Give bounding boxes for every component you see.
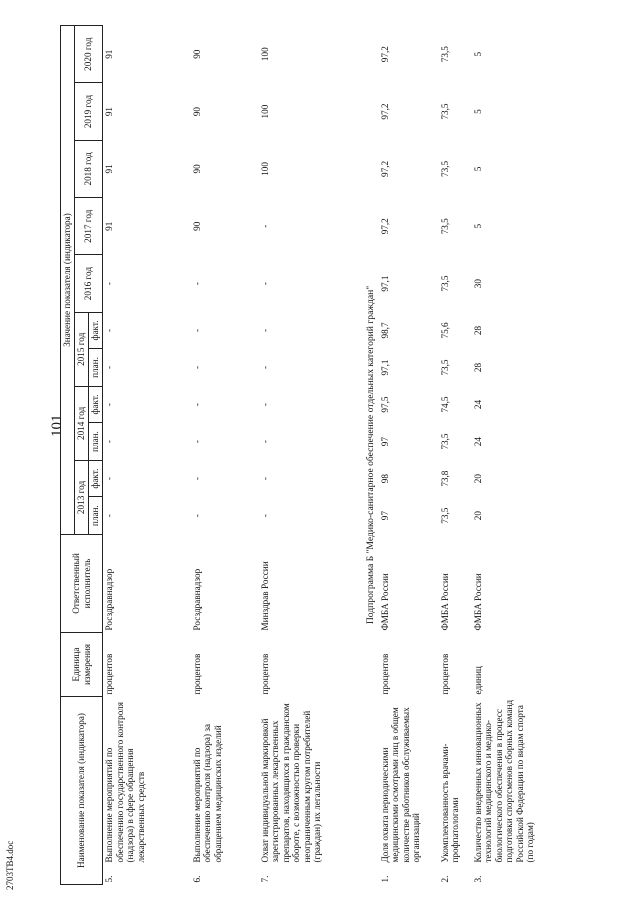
table-row: [259, 26, 357, 885]
col-header-name: Наименование показателя (индикатора): [61, 697, 103, 885]
row-index: 6.: [191, 875, 202, 883]
col-header-2013: 2013 год: [75, 460, 89, 534]
col-header-2015: 2015 год: [75, 312, 89, 386]
row-unit: процентов: [259, 653, 270, 695]
cell-2018: 97,2: [379, 160, 390, 177]
col-header-unit: Единица измерения: [61, 633, 103, 697]
row-index: 1.: [379, 875, 390, 883]
cell-2016: 73,5: [439, 275, 450, 292]
row-unit: единиц: [472, 666, 483, 695]
col-header-2014-plan: план.: [89, 423, 103, 461]
page-number: 101: [49, 414, 65, 437]
row-responsible: Минздрав России: [259, 561, 270, 631]
cell-2016: 97,1: [379, 275, 390, 292]
cell-2013-plan: -: [259, 514, 270, 518]
col-header-2015-fact: факт.: [89, 312, 103, 348]
cell-2015-plan: 73,5: [439, 359, 450, 376]
row-name: Выполнение мероприятий по обеспечению государственного контроля (надзора) в сфере обращения лекарственных средств: [104, 702, 146, 863]
col-header-2017: 2017 год: [75, 198, 103, 255]
cell-2018: 5: [472, 166, 483, 172]
cell-2014-plan: 73,5: [439, 433, 450, 450]
row-index: 2.: [439, 875, 450, 883]
cell-2013-plan: 73,5: [439, 507, 450, 524]
cell-2013-fact: 73,8: [439, 470, 450, 487]
row-responsible: ФМБА России: [472, 573, 483, 631]
row-name: Количество внедренных инновационных технологий медицинского и медико-биологического обеспечения в процесс подготовки спортсменов сборных команд Российской Федерации по видам спорта (по годам): [472, 699, 535, 863]
col-header-2019: 2019 год: [75, 83, 103, 140]
cell-2014-plan: 97: [379, 437, 390, 447]
cell-2013-plan: 97: [379, 511, 390, 521]
document-id: 2703TB4.doc: [5, 840, 15, 890]
cell-2013-plan: -: [104, 514, 114, 518]
cell-2020: 5: [472, 51, 483, 57]
col-header-2016: 2016 год: [75, 255, 103, 312]
cell-2018: 100: [259, 162, 270, 176]
cell-2014-fact: 24: [472, 399, 483, 410]
cell-2019: 73,5: [439, 103, 450, 120]
cell-2017: 97,2: [379, 218, 390, 235]
cell-2016: 30: [472, 279, 483, 289]
row-unit: процентов: [379, 653, 390, 695]
cell-2019: 91: [104, 106, 114, 117]
cell-2016: -: [259, 282, 270, 286]
cell-2018: 90: [191, 164, 202, 174]
cell-2013-fact: -: [104, 477, 114, 481]
cell-2014-plan: 24: [472, 437, 483, 447]
row-unit: процентов: [191, 653, 202, 695]
cell-2015-plan: -: [191, 365, 202, 370]
row-unit: процентов: [439, 653, 450, 695]
cell-2014-plan: -: [191, 440, 202, 444]
cell-2019: 90: [191, 106, 202, 117]
row-unit: процентов: [104, 653, 114, 695]
row-index: 5.: [104, 875, 114, 883]
col-header-2018: 2018 год: [75, 140, 103, 197]
cell-2015-plan: -: [104, 365, 114, 370]
cell-2020: 97,2: [379, 46, 390, 63]
cell-2016: -: [104, 282, 114, 286]
cell-2017: 91: [104, 221, 114, 231]
cell-2016: -: [191, 282, 202, 286]
cell-2017: -: [259, 224, 270, 228]
col-header-2020: 2020 год: [75, 26, 103, 83]
col-header-2014: 2014 год: [75, 386, 89, 460]
cell-2017: 5: [472, 223, 483, 229]
cell-2020: 90: [191, 49, 202, 59]
cell-2015-fact: -: [104, 328, 114, 332]
cell-2014-fact: 74,5: [439, 396, 450, 413]
cell-2020: 73,5: [439, 46, 450, 63]
indicator-table: [60, 25, 550, 885]
cell-2015-fact: 28: [472, 325, 483, 336]
table-row: [472, 26, 550, 885]
row-name: Доля охвата периодическими медицинскими осмотрами лиц в общем количестве работников обслуживаемых организаций: [379, 707, 421, 863]
row-index: 3.: [472, 875, 483, 883]
cell-2013-plan: -: [191, 514, 202, 518]
cell-2014-plan: -: [104, 440, 114, 444]
rotated-page: [60, 25, 610, 885]
subprogram-title: Подпрограмма Б "Медико-санитарное обеспечение отдельных категорий граждан": [365, 285, 376, 625]
cell-2014-plan: -: [259, 440, 270, 444]
table-row: [379, 26, 439, 885]
cell-2019: 5: [472, 109, 483, 114]
cell-2014-fact: -: [104, 403, 114, 407]
row-responsible: ФМБА России: [439, 573, 450, 631]
cell-2020: 100: [259, 47, 270, 62]
col-header-2013-plan: план.: [89, 497, 103, 535]
row-name: Охват индивидуальной маркировкой зарегистрированных лекарственных препаратов, находящихся в гражданском обороте, с возможностью проверки неограниченным кругом потребителей (граждан) их легальности: [259, 703, 322, 863]
cell-2014-fact: -: [191, 403, 202, 407]
cell-2015-plan: -: [259, 365, 270, 370]
subprogram-row: [357, 26, 379, 885]
cell-2019: 97,2: [379, 103, 390, 120]
col-header-2015-plan: план.: [89, 349, 103, 387]
cell-2018: 73,5: [439, 160, 450, 177]
table-row: [439, 26, 472, 885]
cell-2019: 100: [259, 104, 270, 119]
cell-2015-plan: 28: [472, 362, 483, 373]
cell-2015-fact: 75,6: [439, 322, 450, 339]
col-header-group: Значение показателя (индикатора): [61, 26, 75, 535]
col-header-2013-fact: факт.: [89, 460, 103, 496]
row-name: Выполнение мероприятий по обеспечению контроля (надзора) за обращением медицинских изделий: [191, 723, 223, 863]
table-row: [103, 26, 191, 885]
row-responsible: Росздравнадзор: [104, 568, 114, 631]
cell-2014-fact: 97,5: [379, 396, 390, 413]
cell-2017: 90: [191, 221, 202, 231]
cell-2013-fact: 20: [472, 474, 483, 484]
cell-2015-fact: 98,7: [379, 322, 390, 339]
cell-2015-fact: -: [259, 328, 270, 332]
cell-2013-fact: 98: [379, 474, 390, 484]
cell-2017: 73,5: [439, 218, 450, 235]
row-responsible: Росздравнадзор: [191, 568, 202, 631]
row-index: 7.: [259, 875, 270, 883]
cell-2018: 91: [104, 164, 114, 174]
cell-2020: 91: [104, 49, 114, 59]
cell-2015-fact: -: [191, 328, 202, 332]
cell-2015-plan: 97,1: [379, 359, 390, 376]
row-responsible: ФМБА России: [379, 573, 390, 631]
table-row: [191, 26, 259, 885]
cell-2013-fact: -: [191, 477, 202, 481]
col-header-2014-fact: факт.: [89, 386, 103, 422]
col-header-responsible: Ответственный исполнитель: [61, 535, 103, 633]
cell-2013-plan: 20: [472, 511, 483, 521]
cell-2013-fact: -: [259, 477, 270, 481]
row-name: Укомплектованность врачами-профпатологами: [439, 743, 460, 863]
cell-2014-fact: -: [259, 403, 270, 407]
